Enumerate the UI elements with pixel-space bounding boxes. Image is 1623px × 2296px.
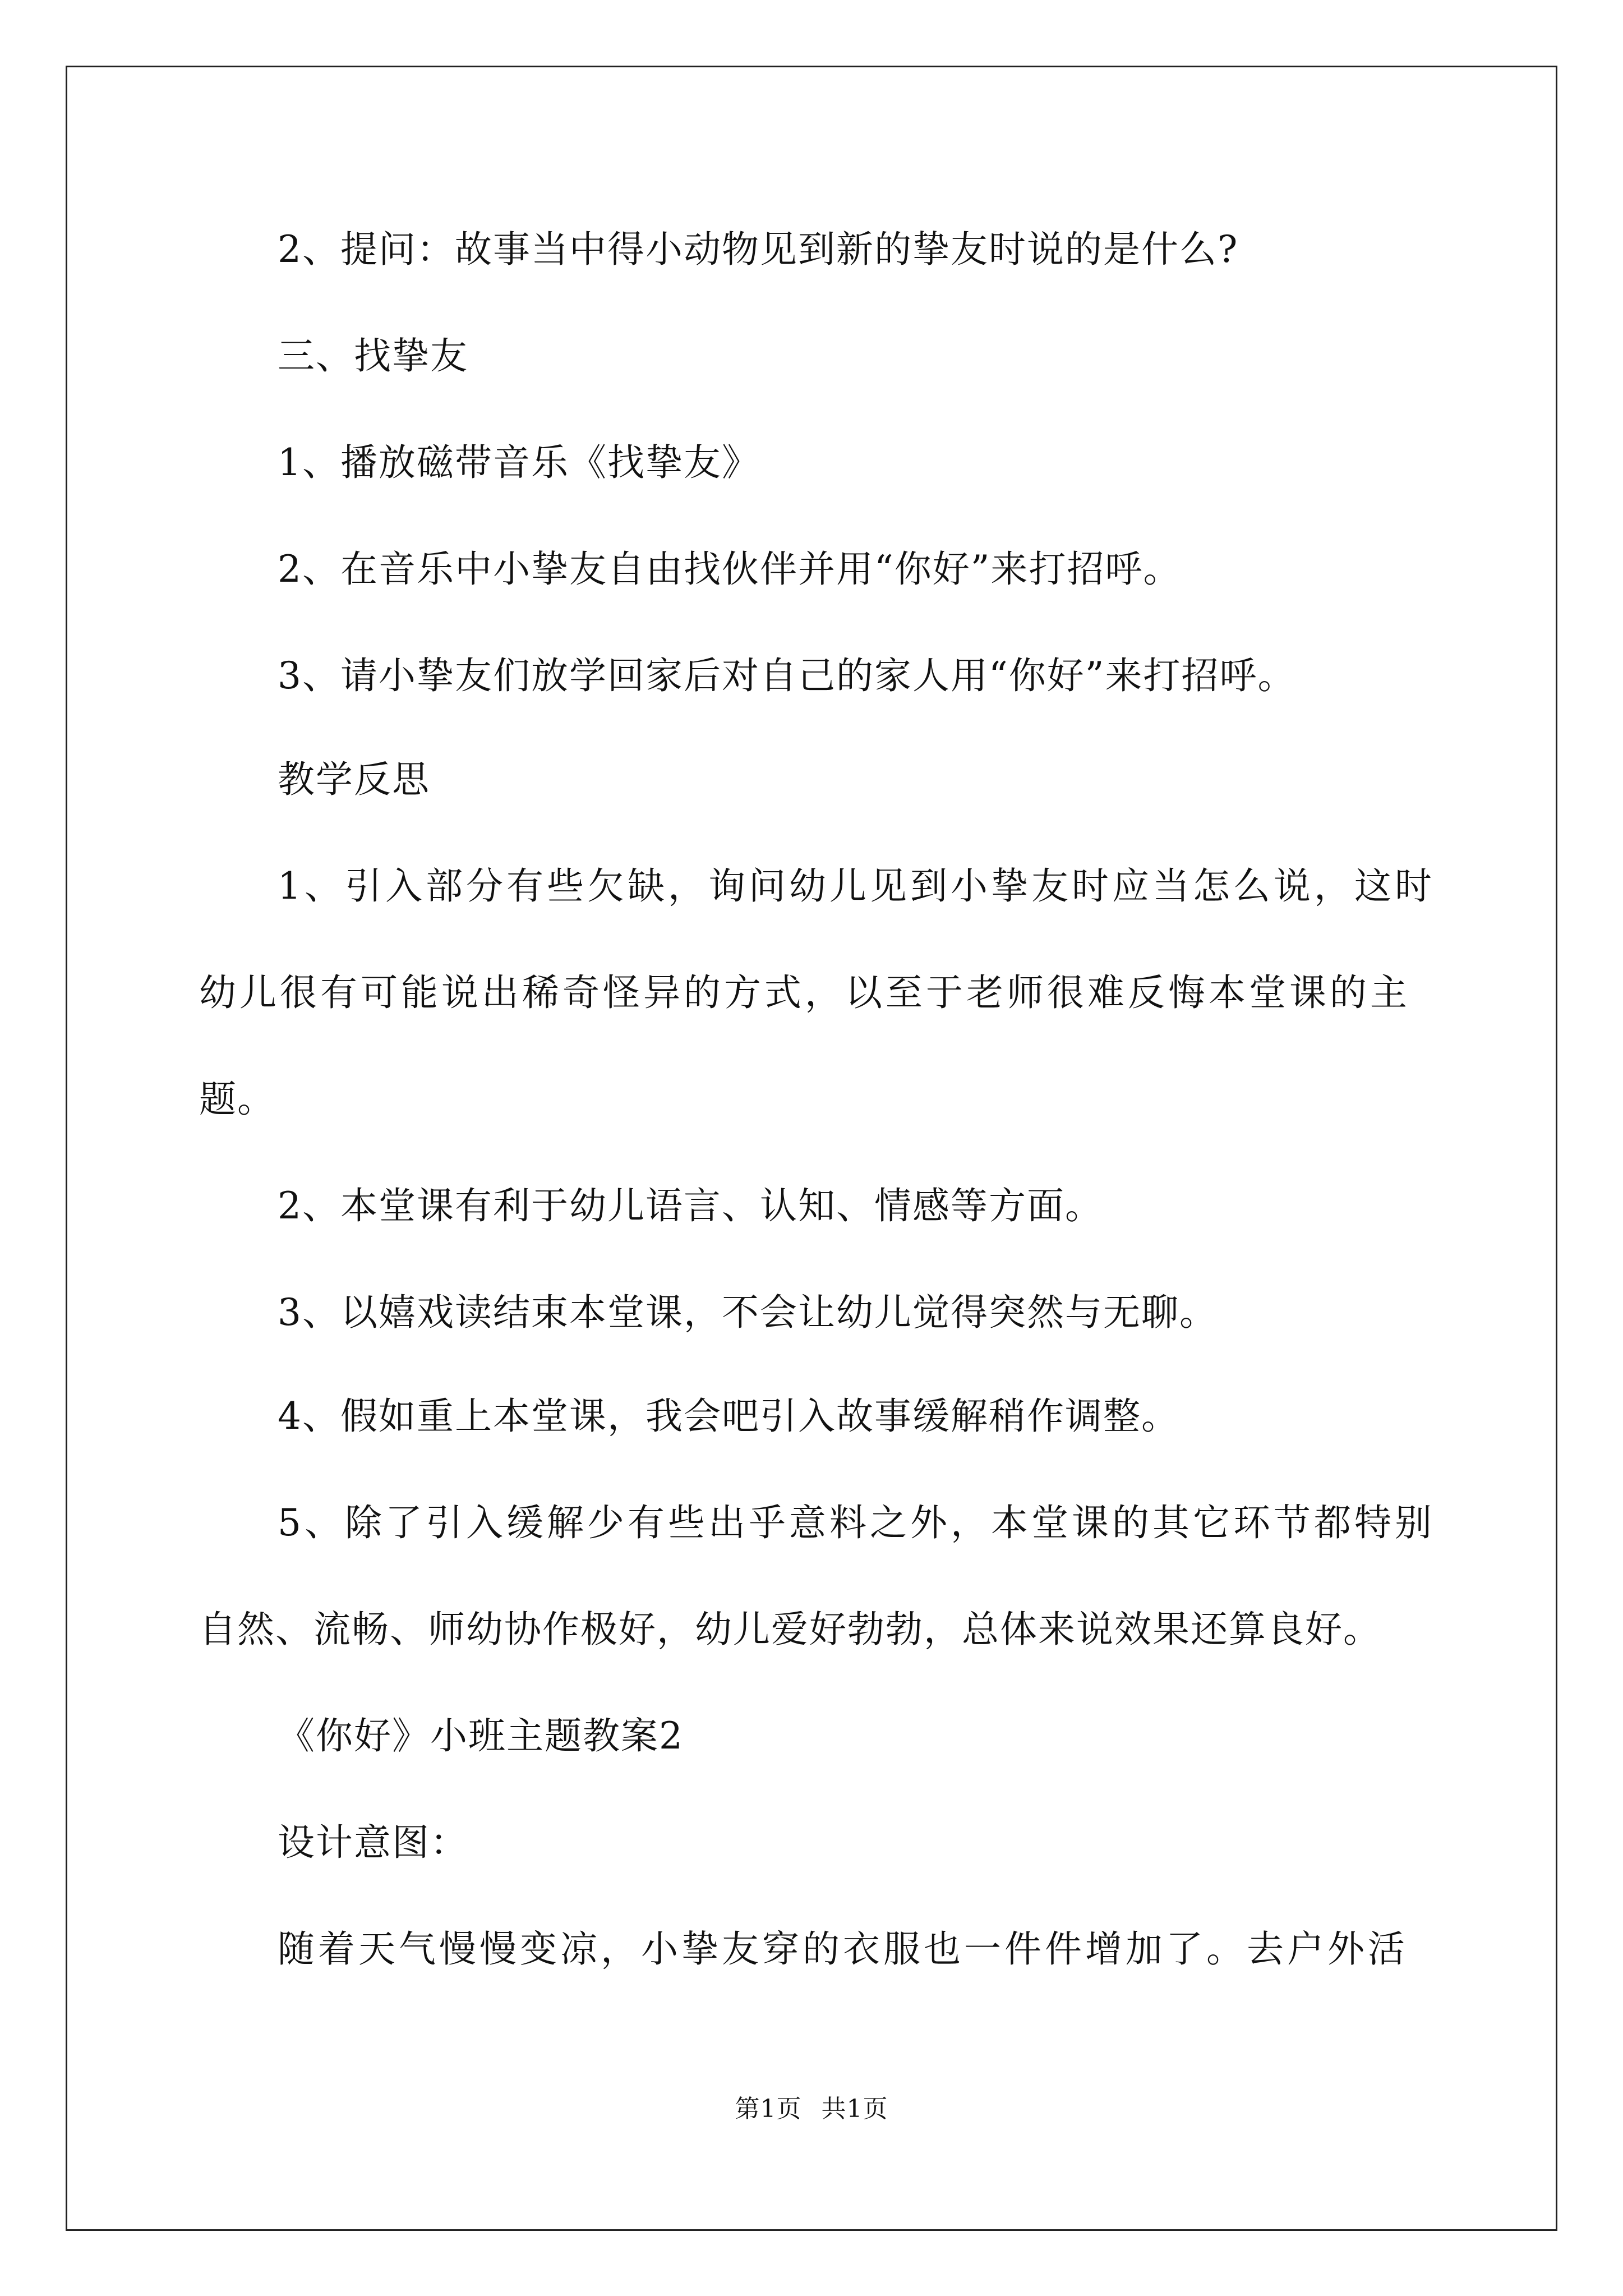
section-heading: 三、找挚友 [278,334,468,378]
paragraph-line: 1、引入部分有些欠缺，询问幼儿见到小挚友时应当怎么说，这时 [278,864,1435,908]
page-footer [0,2092,1623,2126]
page-total: 共1页 [821,2095,888,2123]
paragraph-line: 1、播放磁带音乐《找挚友》 [278,441,760,484]
section-heading: 教学反思 [278,758,430,801]
section-heading: 设计意图： [278,1821,468,1864]
paragraph-line: 5、除了引入缓解少有些出乎意料之外，本堂课的其它环节都特别 [278,1501,1435,1544]
paragraph-line: 4、假如重上本堂课，我会吧引入故事缓解稍作调整。 [278,1395,1179,1438]
paragraph-line: 3、请小挚友们放学回家后对自己的家人用“你好”来打招呼。 [278,654,1296,697]
paragraph-line: 随着天气慢慢变凉，小挚友穿的衣服也一件件增加了。去户外活 [278,1927,1408,1971]
subheading: 《你好》小班主题教案2 [278,1714,684,1757]
paragraph-line: 题。 [199,1078,275,1121]
paragraph-line: 幼儿很有可能说出稀奇怪异的方式，以至于老师很难反悔本堂课的主 [199,971,1410,1014]
paragraph-line: 2、本堂课有利于幼儿语言、认知、情感等方面。 [278,1184,1103,1227]
paragraph-line: 3、以嬉戏读结束本堂课，不会让幼儿觉得突然与无聊。 [278,1291,1218,1334]
paragraph-line: 2、在音乐中小挚友自由找伙伴并用“你好”来打招呼。 [278,547,1182,591]
paragraph-line: 2、提问：故事当中得小动物见到新的挚友时说的是什么? [278,228,1239,271]
paragraph-line: 自然、流畅、师幼协作极好，幼儿爱好勃勃，总体来说效果还算良好。 [199,1608,1381,1651]
page-number: 第1页 [735,2095,802,2123]
